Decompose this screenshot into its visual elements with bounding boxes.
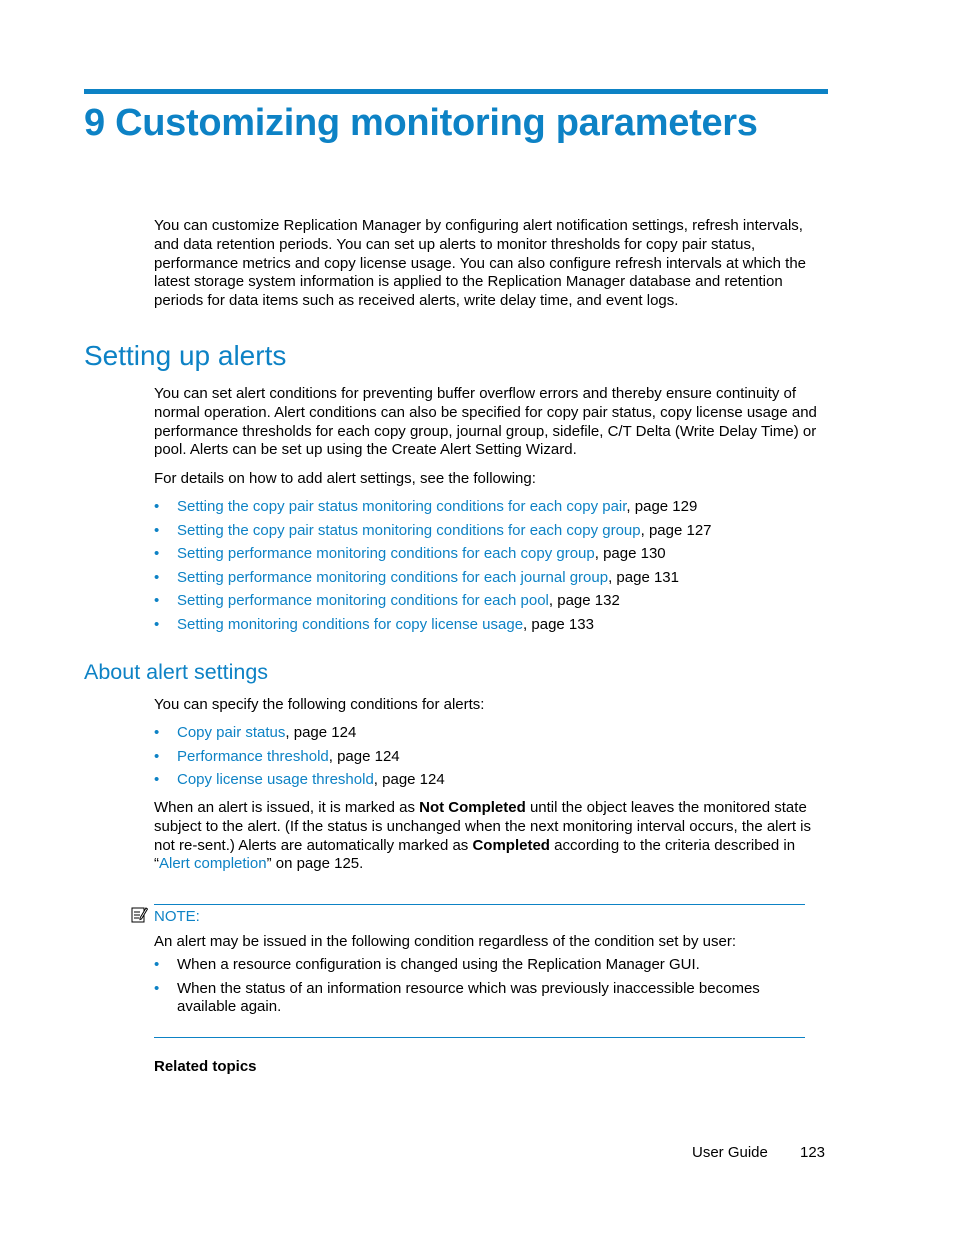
- about-paragraph: You can specify the following conditions for alerts:: [154, 696, 485, 713]
- bullet-icon: •: [154, 615, 160, 633]
- page-ref: , page 131: [608, 568, 679, 586]
- chapter-title: 9 Customizing monitoring parameters: [84, 102, 758, 144]
- subsection-heading-about-alert-settings: About alert settings: [84, 660, 269, 684]
- bullet-icon: •: [154, 592, 160, 610]
- intro-paragraph: You can customize Replication Manager by configuring alert notification settings, refresh intervals, and data retention periods. You can set up alerts to monitor thresholds for copy pair status, performance metrics and copy license usage. You can also configure refresh intervals at which the latest storage system information is applied to the Replication Manager database and retention periods for data items such as received alerts, write delay time, and event logs.: [154, 217, 807, 310]
- bullet-icon: •: [154, 979, 160, 997]
- setting-up-link-list: [154, 498, 824, 635]
- link-copy-pair-conditions-per-pair[interactable]: Setting the copy pair status monitoring conditions for each copy pair: [177, 498, 627, 515]
- text-run: When an alert is issued, it is marked as: [154, 799, 420, 816]
- page-ref: , page 124: [285, 724, 357, 741]
- list-item: [154, 616, 824, 635]
- alert-status-paragraph: [154, 799, 830, 874]
- about-link-list: [154, 724, 824, 790]
- bullet-icon: •: [154, 498, 160, 515]
- note-paragraph: An alert may be issued in the following condition regardless of the condition set by user:: [154, 933, 736, 950]
- setting-up-details-paragraph: For details on how to add alert settings, see the following:: [154, 470, 536, 487]
- link-copy-pair-conditions-per-group[interactable]: Setting the copy pair status monitoring conditions for each copy group: [177, 521, 641, 539]
- note-item-text: When a resource configuration is changed using the Replication Manager GUI.: [177, 956, 700, 973]
- bullet-icon: •: [154, 956, 160, 973]
- list-item: [154, 522, 824, 541]
- footer-guide-title: User Guide: [692, 1144, 768, 1161]
- note-pencil-icon: [131, 906, 148, 923]
- page-ref: , page 129: [626, 498, 698, 515]
- note-top-rule: [154, 904, 805, 905]
- list-item: [154, 498, 824, 517]
- list-item: [154, 771, 824, 790]
- footer-page-number: 123: [800, 1144, 826, 1161]
- note-label: NOTE:: [154, 908, 200, 925]
- note-list: [154, 956, 805, 1017]
- page-ref: , page 124: [373, 771, 445, 789]
- page-ref: , page 133: [523, 615, 594, 633]
- bullet-icon: •: [154, 568, 160, 586]
- list-item: [154, 724, 824, 743]
- section-heading-setting-up-alerts: Setting up alerts: [84, 340, 287, 371]
- link-alert-completion[interactable]: Alert completion: [159, 855, 267, 873]
- list-item: [154, 748, 824, 767]
- link-copy-license-usage[interactable]: Setting monitoring conditions for copy license usage: [177, 615, 524, 633]
- text-run: until the object leaves the monitored state subject to the alert. (If the status is unchanged when the next monitoring interval occurs, the alert is not re-sent.) Alerts are automatically marked as: [154, 799, 812, 854]
- list-item: [154, 980, 805, 1018]
- chapter-top-rule: [84, 89, 828, 94]
- text-run: according to the criteria described in “: [154, 836, 796, 873]
- list-item: [154, 956, 805, 975]
- link-copy-license-usage-threshold[interactable]: Copy license usage threshold: [177, 771, 374, 789]
- page-ref: , page 132: [548, 592, 620, 610]
- page-ref: , page 124: [328, 747, 400, 765]
- page-ref: , page 130: [594, 545, 666, 563]
- not-completed-term: Not Completed: [419, 799, 526, 816]
- list-item: [154, 592, 824, 611]
- bullet-icon: •: [154, 521, 160, 539]
- link-performance-pool[interactable]: Setting performance monitoring conditions for each pool: [177, 592, 549, 610]
- list-item: [154, 545, 824, 564]
- note-item-text: When the status of an information resource which was previously inaccessible becomes available again.: [177, 979, 760, 1016]
- bullet-icon: •: [154, 771, 160, 789]
- bullet-icon: •: [154, 724, 160, 741]
- related-topics-heading: Related topics: [154, 1058, 257, 1075]
- link-copy-pair-status[interactable]: Copy pair status: [177, 724, 286, 741]
- page-ref: , page 127: [640, 521, 712, 539]
- note-bottom-rule: [154, 1037, 805, 1038]
- link-performance-threshold[interactable]: Performance threshold: [177, 747, 329, 765]
- text-run: ” on page 125.: [266, 855, 364, 873]
- link-performance-journal-group[interactable]: Setting performance monitoring conditions for each journal group: [177, 568, 609, 586]
- bullet-icon: •: [154, 545, 160, 563]
- list-item: [154, 569, 824, 588]
- setting-up-paragraph: You can set alert conditions for preventing buffer overflow errors and thereby ensure continuity of normal operation. Alert conditions can also be specified for copy pair status, copy license usage and performance thresholds for each copy group, journal group, sidefile, C/T Delta (Write Delay Time) or pool. Alerts can be set up using the Create Alert Setting Wizard.: [154, 385, 817, 459]
- link-performance-copy-group[interactable]: Setting performance monitoring conditions for each copy group: [177, 545, 595, 563]
- completed-term: Completed: [472, 836, 550, 854]
- bullet-icon: •: [154, 747, 160, 765]
